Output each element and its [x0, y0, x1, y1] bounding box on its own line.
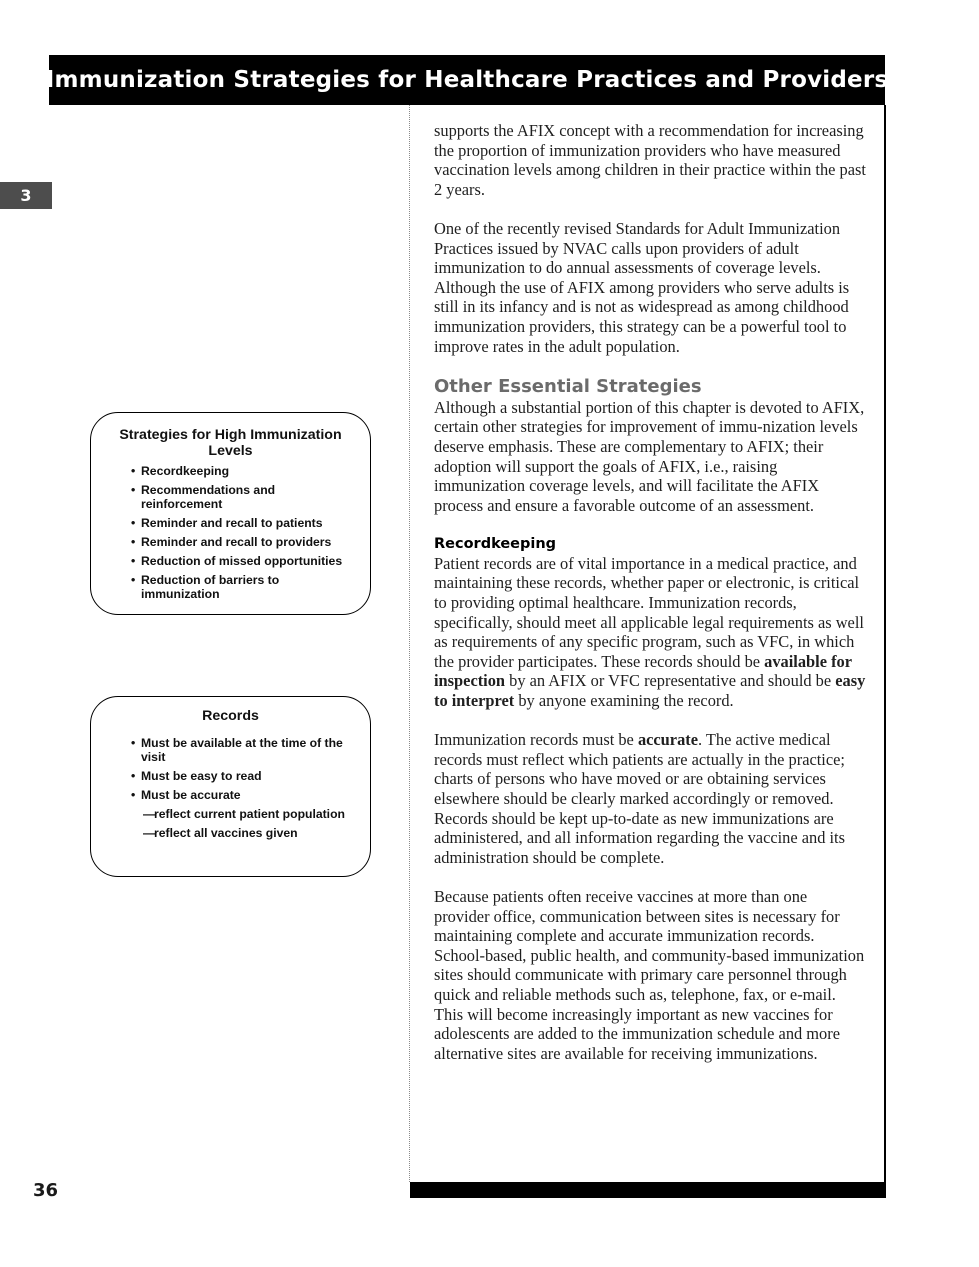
dash-bullet: — [143, 825, 156, 840]
main-column [434, 121, 866, 1083]
list-item-text: Must be available at the time of the visit [141, 735, 343, 764]
bullet: • [131, 483, 136, 497]
records-box-title: Records [202, 708, 259, 724]
paragraph-other-strategies: Although a substantial portion of this chapter is devoted to AFIX, certain other strategies for improvement of immu-nization levels deserve emphasis. These are complementary to AFIX; their adoption will support the goals of AFIX, i.e., raising immunization coverage levels, and will facilitate the AFIX process and ensure a favorable outcome of an assessment. [434, 397, 865, 515]
heading-recordkeeping: Recordkeeping [434, 535, 557, 552]
page-header [45, 55, 889, 105]
list-item [131, 464, 356, 478]
list-item-text: Reminder and recall to providers [141, 535, 332, 549]
bullet: • [131, 735, 136, 750]
list-item-text: Must be accurate [141, 787, 241, 802]
list-item-text: Recordkeeping [141, 464, 230, 478]
list-item-text: Recommendations and reinforcement [141, 483, 276, 511]
records-list [131, 736, 356, 840]
emphasis-accurate: accurate [637, 730, 699, 750]
dash-bullet: — [143, 806, 156, 821]
page-number: 36 [33, 1180, 59, 1201]
heading-other-strategies: Other Essential Strategies [434, 375, 702, 397]
list-item-text: Must be easy to read [141, 768, 262, 783]
sub-list-item [131, 826, 356, 840]
text-run: by anyone examining the record. [514, 691, 734, 711]
text-run: Patient records are of vital importance in a medical practice, and maintaining these records, whether paper or electronic, is critical to providing optimal healthcare. Immunization records, specifically, should meet all applicable legal requirements as well as requirements of any specific program, such as VFC, in which the provider participates. These records should be [434, 553, 864, 671]
sub-list-item [131, 807, 356, 821]
sub-list-item-text: reflect current patient population [154, 806, 345, 821]
text-run: by an AFIX or VFC representative and should be [505, 671, 836, 691]
strategies-callout-box [90, 412, 371, 615]
page-header-title: Immunization Strategies for Healthcare Practices and Providers [45, 67, 889, 93]
list-item-text: Reminder and recall to patients [141, 516, 323, 530]
bullet: • [131, 554, 136, 568]
bullet: • [131, 464, 136, 478]
list-item [131, 736, 356, 764]
bullet: • [131, 787, 136, 802]
emphasis-available: available for inspection [434, 651, 852, 691]
bullet: • [131, 516, 136, 530]
list-item [131, 535, 356, 549]
sub-list-item-text: reflect all vaccines given [154, 825, 298, 840]
list-item-text: Reduction of barriers to immunization [141, 573, 280, 601]
column-divider [409, 105, 410, 1182]
list-item [131, 769, 356, 783]
paragraph-communication: Because patients often receive vaccines at more than one provider office, communication between sites is necessary for maintaining complete and accurate immunization records. School-based, public health, and community-based immunization sites should communicate with primary care personnel through quick and reliable methods such as, telephone, fax, or e-mail. This will become increasingly important as new vaccines for adolescents are added to the immunization schedule and more alternative sites are available for receiving immunizations. [434, 886, 865, 1063]
chapter-tab [0, 182, 52, 209]
paragraph-accurate-records [434, 730, 866, 867]
right-rule [884, 105, 886, 1182]
list-item [131, 573, 356, 601]
list-item-text: Reduction of missed opportunities [141, 554, 343, 568]
strategies-list [131, 464, 356, 601]
records-callout-box [90, 696, 371, 877]
list-item [131, 788, 356, 802]
chapter-number: 3 [20, 186, 32, 205]
footer-bar [410, 1182, 886, 1198]
text-run: Immunization records must be [434, 730, 638, 750]
bullet: • [131, 535, 136, 549]
text-run: . The active medical records must reflect which patients are actually in the practice; charts of persons who have moved or are obtaining services elsewhere should be clearly marked accordingly or removed. Records should be kept up-to-date as new immunizations are administered, and all information regarding the vaccine and its administration should be complete. [434, 730, 845, 867]
list-item [131, 516, 356, 530]
bullet: • [131, 573, 136, 587]
list-item [131, 483, 356, 511]
bullet: • [131, 768, 136, 783]
strategies-box-title: Strategies for High Immunization Levels [119, 427, 342, 459]
paragraph-afix-concept: supports the AFIX concept with a recommendation for increasing the proportion of immunization providers who have measured vaccination levels among children in their practice within the past 2 years. [434, 121, 866, 199]
paragraph-adult-standards: One of the recently revised Standards for Adult Immunization Practices issued by NVAC calls upon providers of adult immunization to do annual assessments of coverage levels. Although the use of AFIX among providers who serve adults is still in its infancy and is not as widespread as among childhood immunization providers, this strategy can be a powerful tool to improve rates in the adult population. [434, 218, 850, 356]
emphasis-easy-to-interpret: easy to interpret [434, 671, 866, 711]
list-item [131, 554, 356, 568]
paragraph-patient-records [434, 554, 866, 711]
